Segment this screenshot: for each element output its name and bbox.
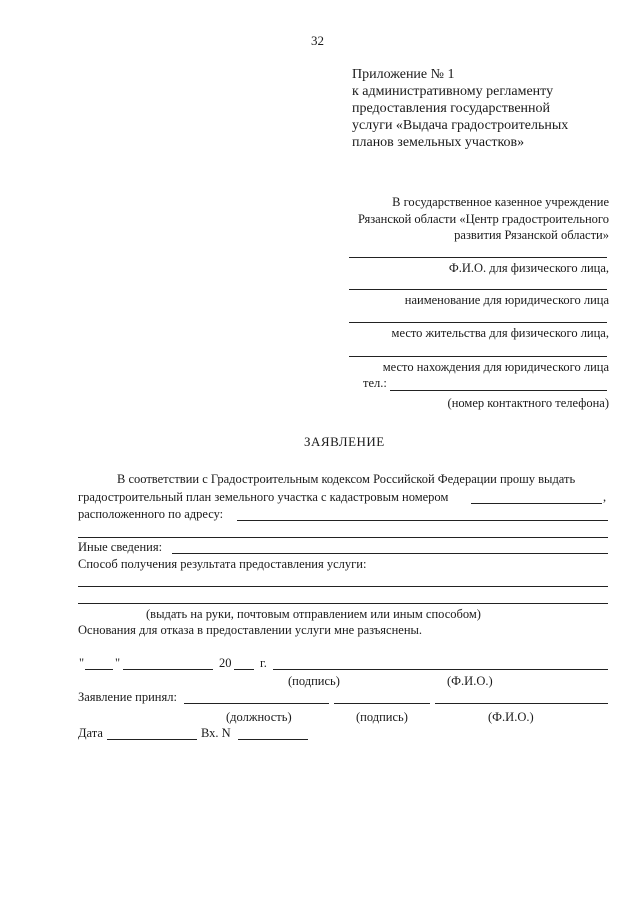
date-day-field[interactable] [85,669,113,670]
appendix-title: Приложение № 1 [352,67,455,82]
other-info-field[interactable] [172,553,608,554]
incoming-label: Вх. N [201,726,231,740]
phone-label: тел.: [363,376,387,390]
incoming-number-field[interactable] [238,739,308,740]
page-number: 32 [311,33,324,48]
document-heading: ЗАЯВЛЕНИЕ [304,434,385,449]
address-field-continued[interactable] [78,537,608,538]
method-label: Способ получения результата предоставления услуги: [78,557,367,571]
body-line-2: градостроительный план земельного участка с кадастровым номером [78,490,449,504]
sign-caption: (подпись) [288,674,340,688]
appendix-line: планов земельных участков» [352,135,525,150]
appendix-line: предоставления государственной [352,101,551,116]
applicant-name-line[interactable] [349,257,607,258]
date-field[interactable] [107,739,197,740]
accepted-sign-caption: (подпись) [356,710,408,724]
location-line[interactable] [349,356,607,357]
accepted-label: Заявление принял: [78,690,177,704]
year-suffix: г. [260,656,267,670]
name-caption: (Ф.И.О.) [447,674,493,688]
comma: , [603,490,607,504]
field-caption: наименование для юридического лица [404,293,609,307]
appendix-line: услуги «Выдача градостроительных [352,118,569,133]
date-label: Дата [78,726,103,740]
field-caption: Ф.И.О. для физического лица, [448,261,609,275]
method-field-2[interactable] [78,603,608,604]
date-month-field[interactable] [123,669,213,670]
body-line-1: В соответствии с Градостроительным кодексом Российской Федерации прошу выдать [117,472,576,486]
accepted-signature-field[interactable] [334,703,430,704]
appendix-line: к административному регламенту [352,84,554,99]
refusal-text: Основания для отказа в предоставлении услуги мне разъяснены. [78,623,423,637]
appendix-block [352,66,568,151]
date-year-field[interactable] [234,669,254,670]
addressee-line: развития Рязанской области» [454,228,609,242]
accepted-position-field[interactable] [184,703,329,704]
year-prefix: 20 [219,656,232,670]
accepted-name-field[interactable] [435,703,608,704]
address-label: расположенного по адресу: [78,507,224,521]
addressee-line: Рязанской области «Центр градостроительного [357,212,609,226]
position-caption: (должность) [226,710,292,724]
date-quote-close: " [115,656,121,670]
addressee-line: В государственное казенное учреждение [392,195,609,209]
address-field[interactable] [237,520,608,521]
accepted-name-caption: (Ф.И.О.) [488,710,534,724]
cadastral-number-field[interactable] [471,503,602,504]
applicant-signature-field[interactable] [273,669,608,670]
other-info-label: Иные сведения: [78,540,163,554]
applicant-org-line[interactable] [349,289,607,290]
phone-caption: (номер контактного телефона) [447,396,609,410]
phone-field[interactable] [390,390,607,391]
date-quote-open: " [79,656,85,670]
field-caption: место жительства для физического лица, [391,326,609,340]
field-caption: место нахождения для юридического лица [382,360,609,374]
residence-line[interactable] [349,322,607,323]
method-field-1[interactable] [78,586,608,587]
method-caption: (выдать на руки, почтовым отправлением или иным способом) [146,607,481,621]
